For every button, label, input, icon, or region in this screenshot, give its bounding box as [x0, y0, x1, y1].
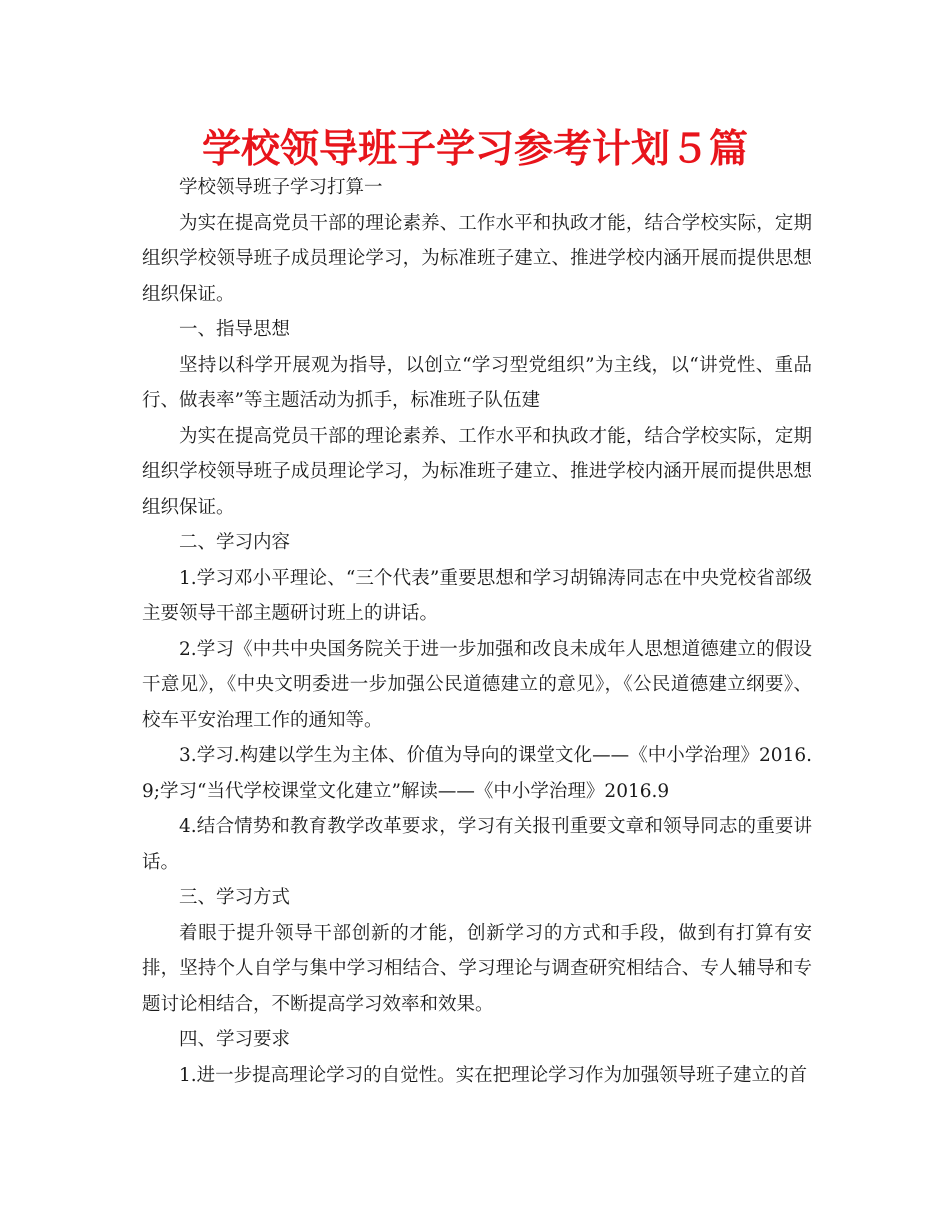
study-requirements-paragraph: 1.进一步提高理论学习的自觉性。实在把理论学习作为加强领导班子建立的首 — [179, 1064, 808, 1086]
guiding-thought-paragraph-2: 为实在提高党员干部的理论素养、工作水平和执政才能，结合学校实际，定期组织学校领导班子成员理论学习，为标准班子建立、推进学校内涵开展而提供思想组织保证。 — [142, 425, 812, 518]
section-heading-study-method: 三、学习方式 — [179, 887, 291, 908]
study-method-paragraph: 着眼于提升领导干部创新的才能，创新学习的方式和手段，做到有打算有安排，坚持个人自学与集中学习相结合、学习理论与调查研究相结合、专人辅导和专题讨论相结合，不断提高学习效率和效果。 — [142, 922, 812, 1015]
section-heading-guiding-thought: 一、指导思想 — [179, 319, 291, 340]
section-heading-study-requirements: 四、学习要求 — [179, 1029, 291, 1050]
document-subtitle: 学校领导班子学习打算一 — [179, 177, 383, 198]
intro-paragraph: 为实在提高党员干部的理论素养、工作水平和执政才能，结合学校实际，定期组织学校领导班子成员理论学习，为标准班子建立、推进学校内涵开展而提供思想组织保证。 — [142, 212, 812, 305]
study-content-item: 1.学习邓小平理论、“三个代表”重要思想和学习胡锦涛同志在中央党校省部级主要领导干部主题研讨班上的讲话。 — [142, 567, 812, 624]
study-content-item: 3.学习.构建以学生为主体、价值为导向的课堂文化——《中小学治理》2016.9;学习“当代学校课堂文化建立”解读——《中小学治理》2016.9 — [142, 745, 812, 802]
guiding-thought-paragraph: 坚持以科学开展观为指导，以创立“学习型党组织”为主线，以“讲党性、重品行、做表率”等主题活动为抓手，标准班子队伍建 — [142, 354, 812, 411]
document-body — [142, 170, 812, 1093]
document-title: 学校领导班子学习参考计划５篇 — [201, 127, 748, 172]
study-content-item: 4.结合情势和教育教学改革要求，学习有关报刊重要文章和领导同志的重要讲话。 — [142, 816, 812, 873]
study-content-item: 2.学习《中共中央国务院关于进一步加强和改良未成年人思想道德建立的假设干意见》，《中央文明委进一步加强公民道德建立的意见》，《公民道德建立纲要》、校车平安治理工作的通知等。 — [142, 638, 812, 731]
section-heading-study-content: 二、学习内容 — [179, 532, 291, 553]
